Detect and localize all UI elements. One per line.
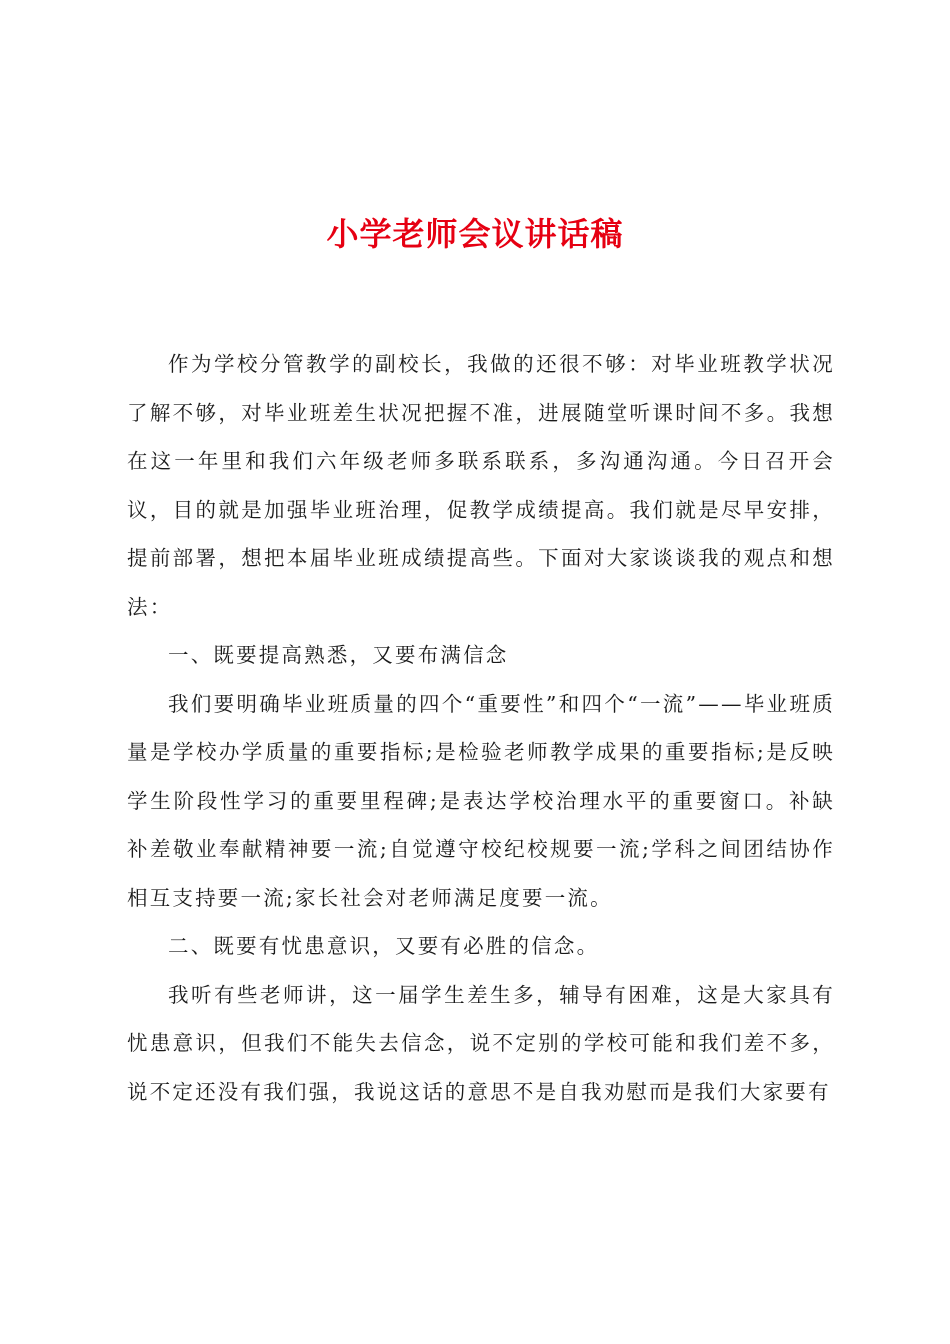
paragraph-section-2: 我听有些老师讲，这一届学生差生多，辅导有困难，这是大家具有忧患意识，但我们不能失去信念，说不定别的学校可能和我们差不多，说不定还没有我们强，我说这话的意思不是自我劝慰而是我们大家要有 <box>127 982 835 1104</box>
section-heading-2: 二、既要有忧患意识，又要有必胜的信念。 <box>168 934 600 958</box>
document-body <box>127 340 835 1116</box>
paragraph-section-1: 我们要明确毕业班质量的四个“重要性”和四个“一流”——毕业班质量是学校办学质量的重要指标;是检验老师教学成果的重要指标;是反映学生阶段性学习的重要里程碑;是表达学校治理水平的重要窗口。补缺补差敬业奉献精神要一流;自觉遵守校纪校规要一流;学科之间团结协作相互支持要一流;家长社会对老师满足度要一流。 <box>127 691 835 910</box>
document-title: 小学老师会议讲话稿 <box>326 215 624 253</box>
paragraph-intro: 作为学校分管教学的副校长，我做的还很不够：对毕业班教学状况了解不够，对毕业班差生状况把握不准，进展随堂听课时间不多。我想在这一年里和我们六年级老师多联系联系，多沟通沟通。今日召开会议，目的就是加强毕业班治理，促教学成绩提高。我们就是尽早安排，提前部署，想把本届毕业班成绩提高些。下面对大家谈谈我的观点和想法： <box>127 352 835 619</box>
section-heading-1: 一、既要提高熟悉，又要布满信念 <box>168 643 509 667</box>
